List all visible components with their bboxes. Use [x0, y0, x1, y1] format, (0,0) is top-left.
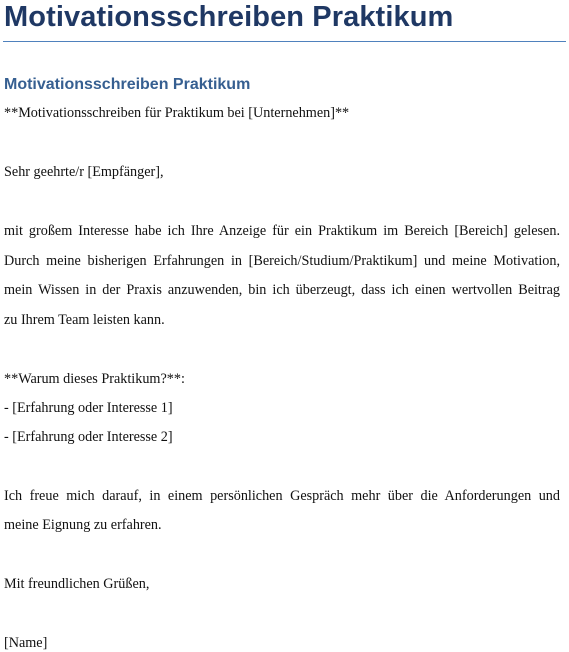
paragraph2-line1: Ich freue mich darauf, in einem persönlichen Gespräch mehr über die Anforderungen und	[4, 488, 560, 504]
title-divider	[3, 41, 566, 42]
document-title: Motivationsschreiben Praktikum	[4, 1, 454, 33]
signature-name: [Name]	[4, 635, 48, 651]
paragraph1-line2: Durch meine bisherigen Erfahrungen in [Bereich/Studium/Praktikum] und meine Motivation,	[4, 253, 560, 269]
paragraph1-line3: mein Wissen in der Praxis anzuwenden, bin ich überzeugt, dass ich einen wertvollen Beitrag	[4, 282, 560, 298]
subject-line: **Motivationsschreiben für Praktikum bei [Unternehmen]**	[4, 105, 350, 121]
paragraph1-line1: mit großem Interesse habe ich Ihre Anzeige für ein Praktikum im Bereich [Bereich] gelesen.	[4, 223, 560, 239]
bullet-item-1: - [Erfahrung oder Interesse 1]	[4, 400, 173, 416]
paragraph1-line4: zu Ihrem Team leisten kann.	[4, 312, 165, 328]
closing: Mit freundlichen Grüßen,	[4, 576, 150, 592]
salutation: Sehr geehrte/r [Empfänger],	[4, 164, 164, 180]
paragraph2-line2: meine Eignung zu erfahren.	[4, 517, 162, 533]
bullet-item-2: - [Erfahrung oder Interesse 2]	[4, 429, 173, 445]
section-heading: Motivationsschreiben Praktikum	[4, 76, 251, 93]
why-heading: **Warum dieses Praktikum?**:	[4, 371, 185, 387]
